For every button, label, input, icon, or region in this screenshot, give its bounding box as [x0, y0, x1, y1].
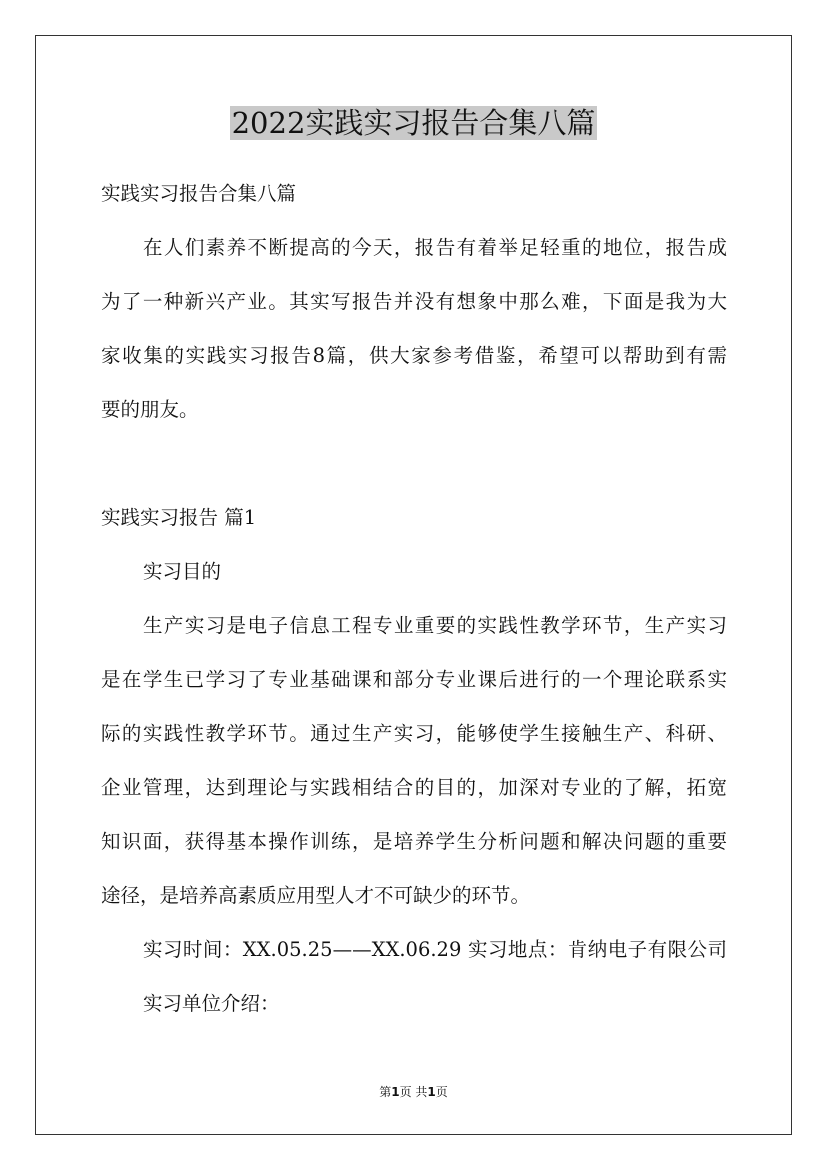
purpose-line-5: 知识面，获得基本操作训练，是培养学生分析问题和解决问题的重要: [101, 830, 727, 853]
footer-page-mid: 页 共: [399, 1085, 428, 1099]
section-heading: 实践实习报告 篇1: [101, 506, 257, 529]
footer-page-total: 1: [427, 1085, 436, 1099]
footer-page-current: 1: [391, 1085, 400, 1099]
time-location-line: 实习时间：XX.05.25——XX.06.29 实习地点：肯纳电子有限公司: [143, 938, 727, 961]
page-footer: [0, 1083, 827, 1101]
purpose-line-6: 途径，是培养高素质应用型人才不可缺少的环节。: [101, 884, 531, 907]
intro-line-1: 在人们素养不断提高的今天，报告有着举足轻重的地位，报告成: [143, 236, 727, 259]
unit-heading: 实习单位介绍：: [143, 992, 280, 1015]
document-title-text: 2022实践实习报告合集八篇: [231, 106, 596, 140]
footer-page-suffix: 页: [435, 1085, 448, 1099]
purpose-line-3: 际的实践性教学环节。通过生产实习，能够使学生接触生产、科研、: [101, 722, 727, 745]
intro-line-2: 为了一种新兴产业。其实写报告并没有想象中那么难，下面是我为大: [101, 290, 727, 313]
purpose-heading: 实习目的: [143, 560, 222, 583]
purpose-line-4: 企业管理，达到理论与实践相结合的目的，加深对专业的了解，拓宽: [101, 776, 727, 799]
purpose-line-1: 生产实习是电子信息工程专业重要的实践性教学环节，生产实习: [143, 614, 727, 637]
document-subtitle: 实践实习报告合集八篇: [101, 182, 297, 205]
intro-line-3: 家收集的实践实习报告8篇，供大家参考借鉴，希望可以帮助到有需: [101, 344, 727, 367]
footer-page-prefix: 第: [379, 1085, 392, 1099]
document-title: [0, 101, 827, 145]
purpose-line-2: 是在学生已学习了专业基础课和部分专业课后进行的一个理论联系实: [101, 668, 727, 691]
intro-line-4: 要的朋友。: [101, 398, 199, 421]
